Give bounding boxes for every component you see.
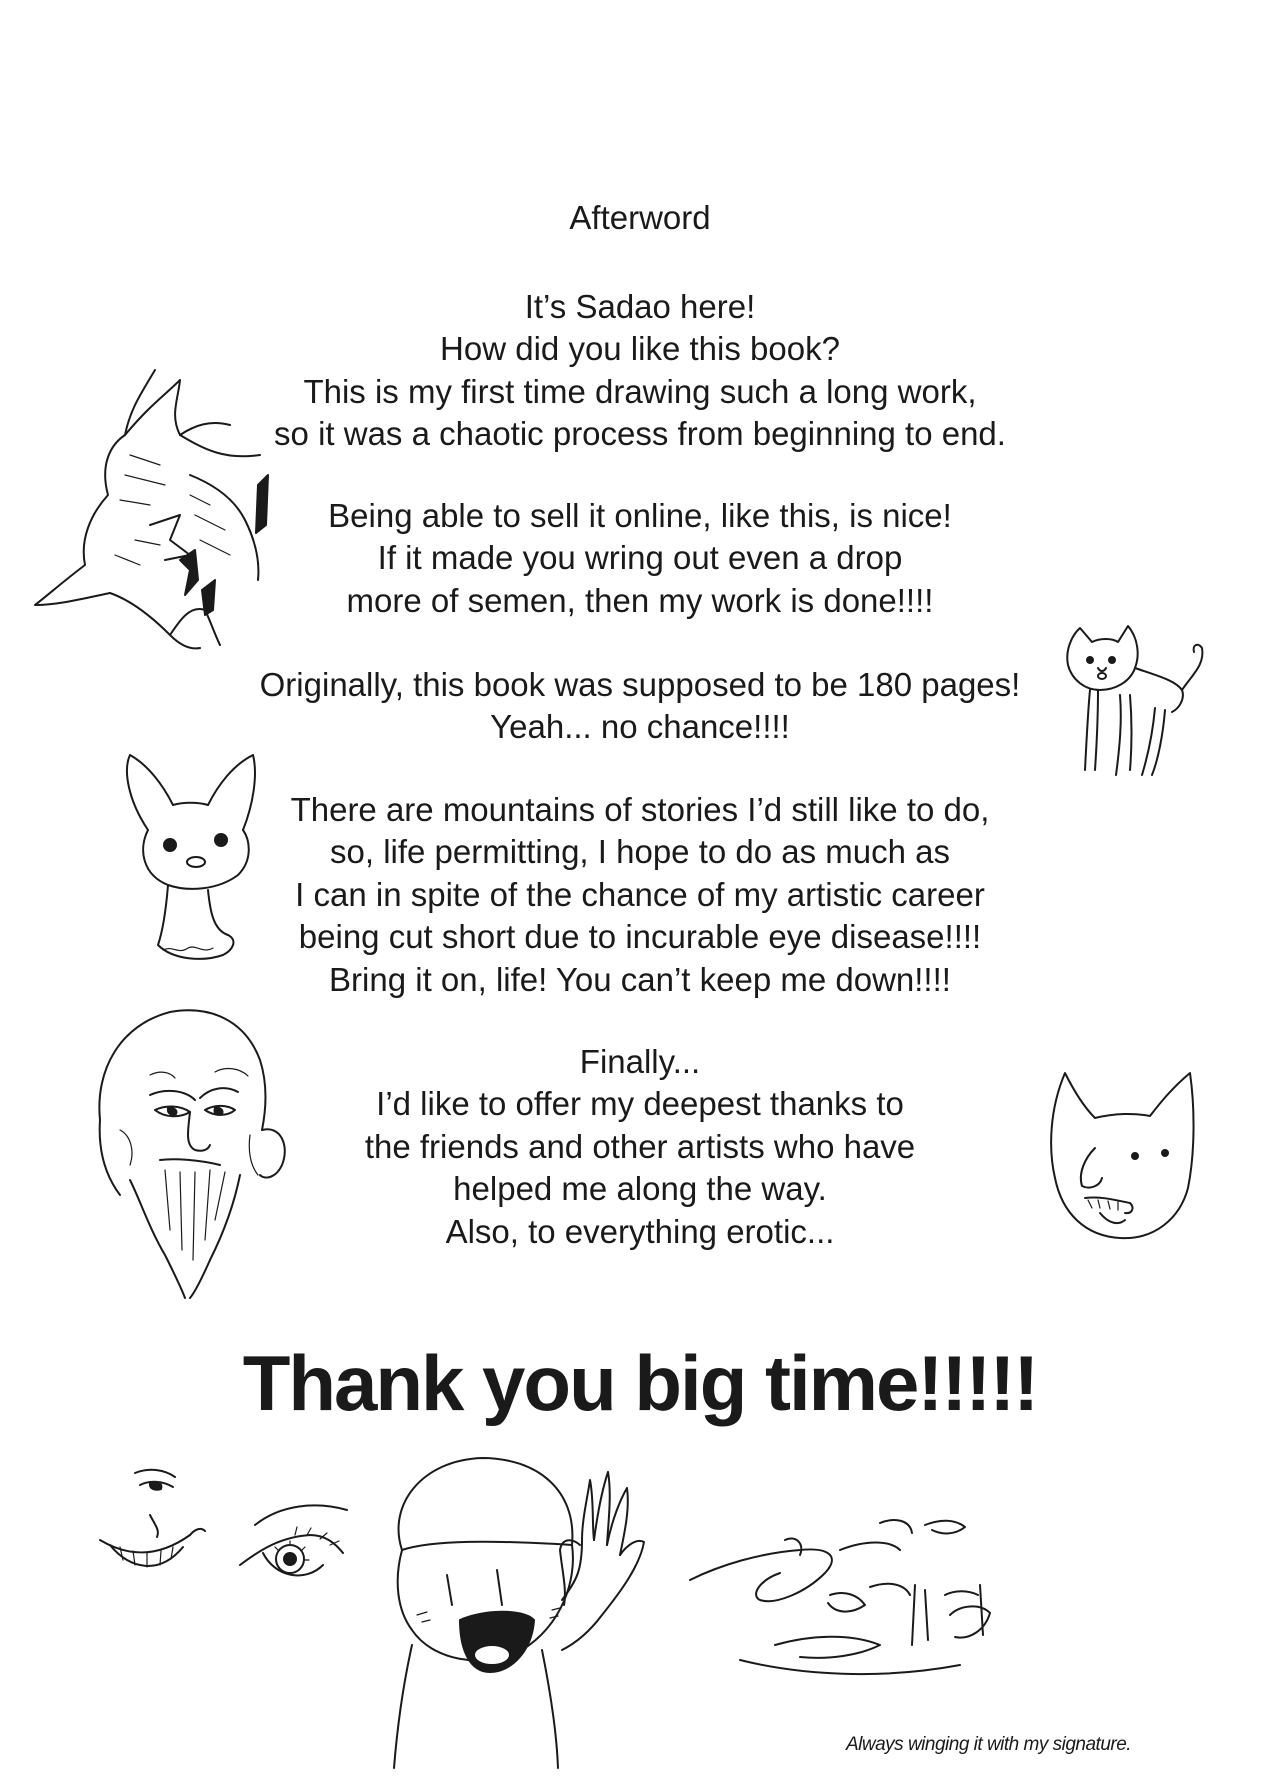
text-line: I can in spite of the chance of my artistic career — [295, 875, 985, 913]
signature-caption: Always winging it with my signature. — [846, 1734, 1132, 1755]
text-line: Bring it on, life! You can’t keep me down!!!! — [329, 960, 951, 998]
text-line: How did you like this book? — [440, 330, 840, 368]
text-line: Yeah... no chance!!!! — [490, 708, 790, 746]
paragraph-2 — [240, 495, 1040, 622]
text-line: so it was a chaotic process from beginning to end. — [274, 415, 1006, 453]
text-line: being cut short due to incurable eye disease!!!! — [298, 918, 982, 956]
eye-closeup-sketch — [235, 1495, 350, 1595]
waving-boy-sketch — [372, 1450, 662, 1770]
text-line: If it made you wring out even a drop — [377, 539, 903, 577]
long-eared-creature-sketch — [118, 750, 268, 970]
text-line: the friends and other artists who have — [364, 1127, 916, 1165]
grin-face-sketch — [95, 1465, 225, 1585]
cat-sketch — [1060, 620, 1210, 785]
page-title: Afterword — [569, 199, 711, 236]
text-line: This is my first time drawing such a long work, — [303, 372, 977, 410]
text-line: more of semen, then my work is done!!!! — [346, 581, 934, 619]
old-man-portrait-sketch — [90, 1000, 290, 1300]
dragon-head-sketch — [30, 365, 280, 655]
text-line: Finally... — [579, 1043, 701, 1080]
text-line: Originally, this book was supposed to be 180 pages! — [259, 666, 1021, 703]
paragraph-1 — [240, 286, 1040, 456]
cat-human-face-sketch — [1040, 1068, 1200, 1248]
text-line: so, life permitting, I hope to do as much as — [330, 833, 950, 871]
paragraph-5 — [240, 1041, 1040, 1253]
text-line: It’s Sadao here! — [524, 288, 756, 325]
thank-you-heading: Thank you big time!!!!! — [242, 1339, 1038, 1427]
text-line: helped me along the way. — [453, 1170, 827, 1208]
text-line: Being able to sell it online, like this, is nice! — [328, 497, 952, 534]
signature-sketch — [680, 1495, 1020, 1720]
text-line: There are mountains of stories I’d still like to do, — [290, 791, 990, 828]
paragraph-3 — [240, 664, 1040, 749]
text-line: I’d like to offer my deepest thanks to — [376, 1085, 904, 1123]
text-line: Also, to everything erotic... — [445, 1212, 835, 1250]
paragraph-4 — [240, 789, 1040, 1001]
